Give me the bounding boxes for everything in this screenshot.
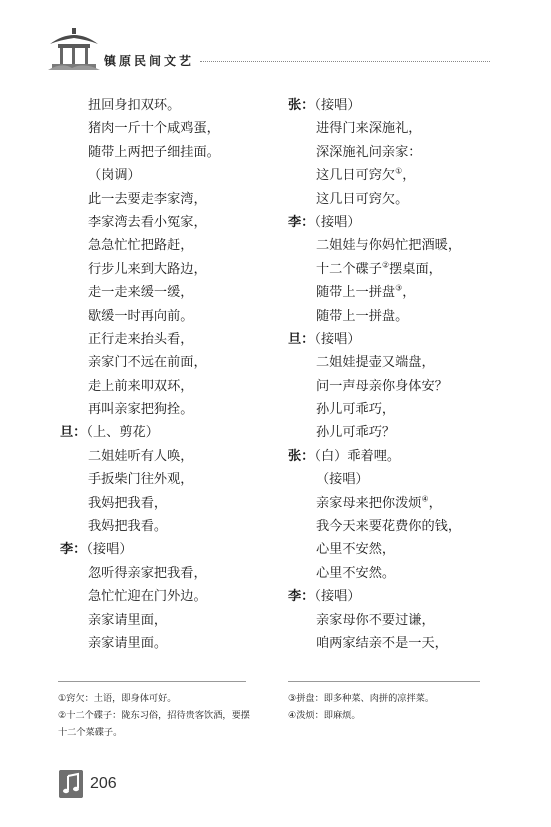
- verse-text: 孙儿可乖巧？: [316, 425, 396, 441]
- verse-line: [288, 258, 508, 281]
- verse-text: （接唱）: [314, 98, 361, 113]
- verse-text: 忽听得亲家把我看，: [88, 565, 207, 581]
- page-number: 206: [90, 775, 117, 792]
- verse-text: 随带上两把子细挂面。: [88, 144, 220, 160]
- verse-text: 歇缓一时再向前。: [88, 308, 194, 324]
- footnote: ④泼烦：即麻烦。: [288, 710, 361, 721]
- verse-line: [288, 632, 508, 655]
- verse-text: 进得门来深施礼，: [316, 121, 422, 137]
- verse-line: [288, 398, 508, 421]
- footnote-divider-right: [288, 681, 480, 682]
- verse-text: 亲家门不远在前面，: [88, 355, 207, 371]
- verse-text: 亲家请里面，: [88, 612, 168, 628]
- verse-line: [60, 281, 275, 304]
- verse-text: 正行走来抬头看，: [88, 331, 194, 347]
- verse-line: [60, 141, 275, 164]
- verse-line: [288, 585, 508, 608]
- verse-text: 亲家请里面。: [88, 635, 168, 651]
- verse-text: 亲家母来把你泼烦: [316, 495, 422, 511]
- verse-line: [60, 421, 275, 444]
- verse-text: 我妈把我看。: [88, 519, 168, 535]
- header-divider: [200, 61, 490, 62]
- verse-text: 手扳柴门往外观，: [88, 472, 194, 488]
- verse-line: [288, 538, 508, 561]
- verse-text: 问一声母亲你身体安？: [316, 378, 448, 394]
- verse-line: [60, 375, 275, 398]
- verse-line: [60, 328, 275, 351]
- verse-line: [288, 94, 508, 117]
- verse-text: 走一走来缓一缓，: [88, 285, 194, 301]
- verse-text: 李家湾去看小冤家，: [88, 214, 207, 230]
- verse-text: 急急忙忙把路赶，: [88, 238, 194, 254]
- footnote-marker: ①: [395, 166, 403, 176]
- verse-line: [288, 234, 508, 257]
- verse-line: [60, 398, 275, 421]
- verse-text: （接唱）: [314, 589, 361, 605]
- verse-line: [60, 164, 275, 187]
- verse-text: 心里不安然。: [316, 565, 396, 581]
- speaker-label: 张：: [288, 98, 315, 113]
- verse-text: 十二个碟子: [316, 261, 382, 277]
- verse-text: 二姐娃提壶又端盘，: [316, 355, 435, 371]
- verse-text: 猪肉一斤十个咸鸡蛋，: [88, 121, 220, 137]
- verse-line: [288, 188, 508, 211]
- footnote: ②十二个碟子：陇东习俗，招待贵客饮酒，要摆十二个菜碟子。: [58, 710, 250, 738]
- verse-line: [288, 375, 508, 398]
- verse-text: （接唱）: [316, 472, 369, 488]
- verse-line: [60, 117, 275, 140]
- verse-text: 心里不安然，: [316, 542, 396, 558]
- verse-text: 行步儿来到大路边，: [88, 261, 207, 277]
- verse-line: [288, 164, 508, 187]
- verse-text: 孙儿可乖巧，: [316, 402, 396, 418]
- verse-text: 我妈把我看，: [88, 495, 168, 511]
- verse-line: [60, 632, 275, 655]
- verse-text-tail: ，: [402, 285, 416, 301]
- speaker-label: 李：: [288, 214, 315, 230]
- verse-line: [60, 609, 275, 632]
- left-column: [60, 94, 275, 655]
- footnote: ③拼盘：即多种菜、肉拼的凉拌菜。: [288, 693, 435, 704]
- verse-line: [288, 328, 508, 351]
- speaker-label: 李：: [60, 542, 87, 558]
- pavilion-icon: [48, 26, 100, 72]
- verse-text: 急忙忙迎在门外边。: [88, 589, 207, 605]
- verse-line: [288, 562, 508, 585]
- verse-line: [288, 141, 508, 164]
- verse-text: （接唱）: [314, 331, 361, 347]
- verse-text: 二姐娃与你妈忙把酒暖，: [316, 238, 462, 254]
- verse-line: [60, 234, 275, 257]
- verse-text: 咱两家结亲不是一天，: [316, 635, 448, 651]
- verse-line: [60, 211, 275, 234]
- verse-text: 扭回身扣双环。: [88, 98, 181, 113]
- verse-line: [288, 117, 508, 140]
- verse-text: （接唱）: [314, 214, 361, 230]
- verse-line: [60, 515, 275, 538]
- verse-line: [288, 609, 508, 632]
- verse-line: [60, 305, 275, 328]
- page-header: [0, 0, 551, 80]
- verse-line: [288, 515, 508, 538]
- verse-text: 此一去要走李家湾，: [88, 191, 207, 207]
- verse-text: 走上前来叩双环，: [88, 378, 194, 394]
- verse-line: [60, 351, 275, 374]
- footnote-marker: ②: [381, 260, 390, 270]
- speaker-label: 李：: [288, 589, 315, 605]
- verse-text-tail: ，: [402, 168, 416, 184]
- right-column: [288, 94, 508, 655]
- verse-line: [60, 258, 275, 281]
- verse-line: [288, 445, 508, 468]
- verse-text-tail: ，: [428, 495, 442, 511]
- footnote-marker: ④: [421, 494, 429, 504]
- verse-text: 这几日可窍欠: [316, 168, 396, 184]
- speaker-label: 旦：: [60, 425, 87, 441]
- footnotes-left: [58, 690, 254, 741]
- footnote-marker: ③: [395, 283, 403, 293]
- verse-line: [60, 585, 275, 608]
- verse-text: 随带上一拼盘: [316, 285, 396, 301]
- verse-line: [60, 445, 275, 468]
- verse-line: [288, 492, 508, 515]
- verse-line: [60, 538, 275, 561]
- verse-text: （接唱）: [86, 542, 133, 558]
- verse-text: 我今天来要花费你的钱，: [316, 519, 462, 535]
- verse-line: [60, 492, 275, 515]
- verse-text: 这几日可窍欠。: [316, 191, 409, 207]
- verse-line: [60, 468, 275, 491]
- verse-text: （白）乖着哩。: [314, 448, 401, 464]
- verse-line: [288, 305, 508, 328]
- verse-text: （岗调）: [88, 168, 141, 184]
- verse-text-tail: 摆桌面，: [389, 261, 442, 277]
- verse-line: [60, 188, 275, 211]
- footnotes-right: [288, 690, 488, 724]
- verse-text: （上、剪花）: [86, 425, 159, 441]
- verse-text: 随带上一拼盘。: [316, 308, 409, 324]
- speaker-label: 旦：: [288, 331, 315, 347]
- verse-line: [60, 562, 275, 585]
- verse-line: [288, 281, 508, 304]
- verse-line: [288, 468, 508, 491]
- footnote-divider-left: [58, 681, 246, 682]
- verse-line: [288, 211, 508, 234]
- verse-line: [60, 94, 275, 117]
- verse-line: [288, 421, 508, 444]
- footnote: ①窍欠：土语，即身体可好。: [58, 693, 177, 704]
- verse-text: 亲家母你不要过谦，: [316, 612, 435, 628]
- book-title: 镇原民间文艺: [104, 54, 195, 68]
- verse-text: 二姐娃听有人唤，: [88, 448, 194, 464]
- music-note-icon: [59, 770, 83, 798]
- verse-text: 再叫亲家把狗拴。: [88, 402, 194, 418]
- verse-line: [288, 351, 508, 374]
- speaker-label: 张：: [288, 448, 315, 464]
- verse-text: 深深施礼问亲家：: [316, 144, 422, 160]
